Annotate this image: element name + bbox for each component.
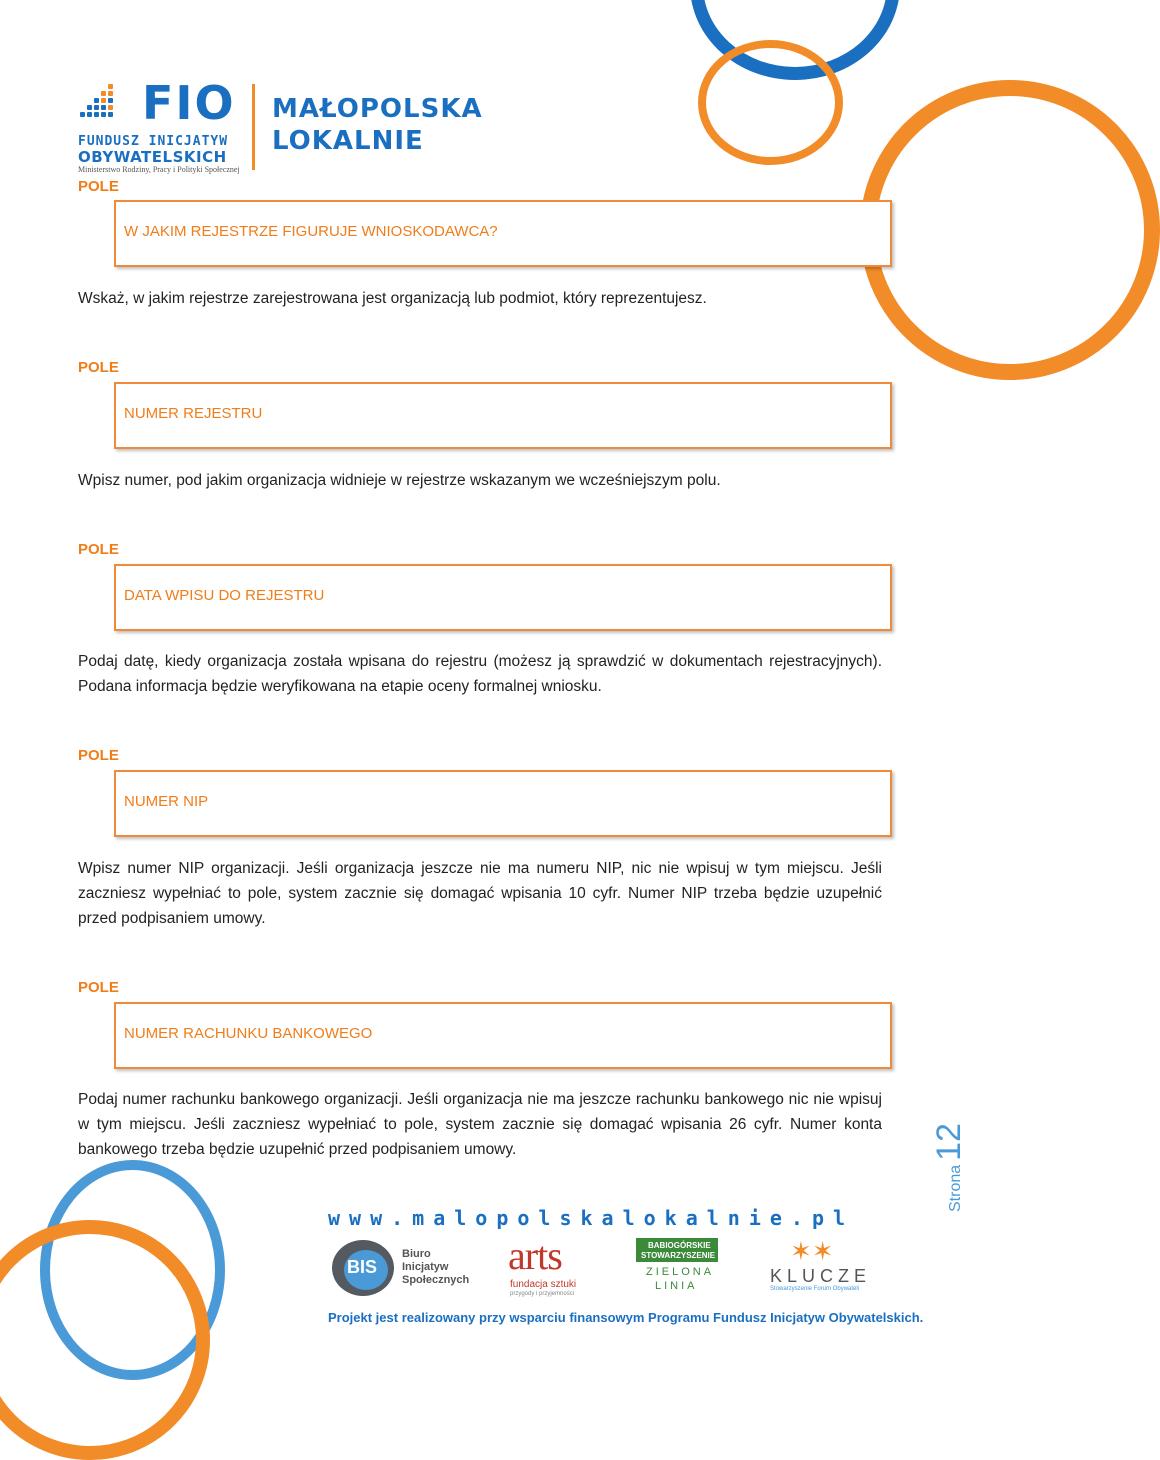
pole-label-5: POLE xyxy=(78,979,119,996)
pole-label-3: POLE xyxy=(78,541,119,558)
field-description-bank-account: Podaj numer rachunku bankowego organizacji. Jeśli organizacja nie ma jeszcze rachunku bankowego nic nie wpisuj w tym miejscu. Jeśli zaczniesz wypełniać to pole, system zacznie się domagać wpisania 26 cyfr. Numer konta bankowego trzeba będzie uzupełnić przed podpisaniem umowy. xyxy=(78,1091,882,1158)
funding-note: Projekt jest realizowany przy wsparciu finansowym Programu Fundusz Inicjatyw Obywatelskich. xyxy=(328,1310,924,1325)
field-box-nip[interactable] xyxy=(114,770,892,837)
field-description-register: Wskaż, w jakim rejestrze zarejestrowana jest organizacją lub podmiot, który reprezentujesz. xyxy=(78,290,707,307)
pole-label-4: POLE xyxy=(78,747,119,764)
field-box-register-number[interactable] xyxy=(114,382,892,449)
logo-divider xyxy=(252,84,255,170)
field-title-nip: NUMER NIP xyxy=(124,793,209,810)
arts-sub-2: przygody i przyjemności xyxy=(510,1291,575,1297)
page-label: Strona xyxy=(947,1164,964,1212)
field-description-nip: Wpisz numer NIP organizacji. Jeśli organizacja jeszcze nie ma numeru NIP, nic nie wpisuj w tym miejscu. Jeśli zaczniesz wypełniać to pole, system zacznie się domagać wpisania 10 cyfr. Numer NIP trzeba będzie uzupełnić przed podpisaniem umowy. xyxy=(78,860,882,927)
decorative-ring-orange-top xyxy=(698,40,843,165)
arts-mark: arts xyxy=(508,1233,562,1278)
fio-logo-line2: OBYWATELSKICH xyxy=(78,148,227,166)
field-title-register-number: NUMER REJESTRU xyxy=(124,405,263,422)
bis-name-3: Społecznych xyxy=(402,1274,470,1286)
zl-name-2: LINIA xyxy=(655,1280,698,1292)
field-box-register[interactable] xyxy=(114,200,892,267)
fio-logo-main: FIO xyxy=(142,76,236,130)
bis-name-1: Biuro xyxy=(402,1248,431,1260)
field-title-register-date: DATA WPISU DO REJESTRU xyxy=(124,587,325,604)
klucze-sub: Stowarzyszenie Forum Obywateli xyxy=(770,1286,860,1292)
field-title-register: W JAKIM REJESTRZE FIGURUJE WNIOSKODAWCA? xyxy=(124,223,498,240)
decorative-ring-orange-right xyxy=(860,80,1160,380)
bis-name-2: Inicjatyw xyxy=(402,1261,449,1273)
field-description-register-date: Podaj datę, kiedy organizacja została wpisana do rejestru (możesz ją sprawdzić w dokumentach rejestracyjnych). Podana informacja będzie weryfikowana na etapie oceny formalnej wniosku. xyxy=(78,653,882,695)
program-logo-line1: MAŁOPOLSKA xyxy=(272,94,483,124)
bis-mark: BIS xyxy=(347,1257,378,1277)
field-box-bank-account[interactable] xyxy=(114,1002,892,1069)
program-logo-line2: LOKALNIE xyxy=(272,126,424,156)
page-number xyxy=(930,1123,969,1212)
zl-head-1: BABIOGÓRSKIE xyxy=(648,1241,711,1250)
field-box-register-date[interactable] xyxy=(114,564,892,631)
field-title-bank-account: NUMER RACHUNKU BANKOWEGO xyxy=(124,1025,373,1042)
klucze-figures-icon: ✶✶ xyxy=(790,1236,834,1266)
pole-label-2: POLE xyxy=(78,359,119,376)
field-description-register-number: Wpisz numer, pod jakim organizacja widnieje w rejestrze wskazanym we wcześniejszym polu. xyxy=(78,472,721,489)
fio-logo-line1: FUNDUSZ INICJATYW xyxy=(78,134,229,149)
website-link[interactable]: www.malopolskalokalnie.pl xyxy=(328,1206,855,1230)
arts-sub-1: fundacja sztuki xyxy=(510,1279,577,1290)
fio-logo-ministry: Ministerstwo Rodziny, Pracy i Polityki Społecznej xyxy=(78,165,240,174)
zl-head-2: STOWARZYSZENIE xyxy=(641,1251,716,1260)
zl-name-1: ZIELONA xyxy=(646,1266,715,1278)
page-number-value: 12 xyxy=(930,1123,968,1161)
pole-label-1: POLE xyxy=(78,178,119,195)
klucze-name: KLUCZE xyxy=(770,1266,872,1286)
